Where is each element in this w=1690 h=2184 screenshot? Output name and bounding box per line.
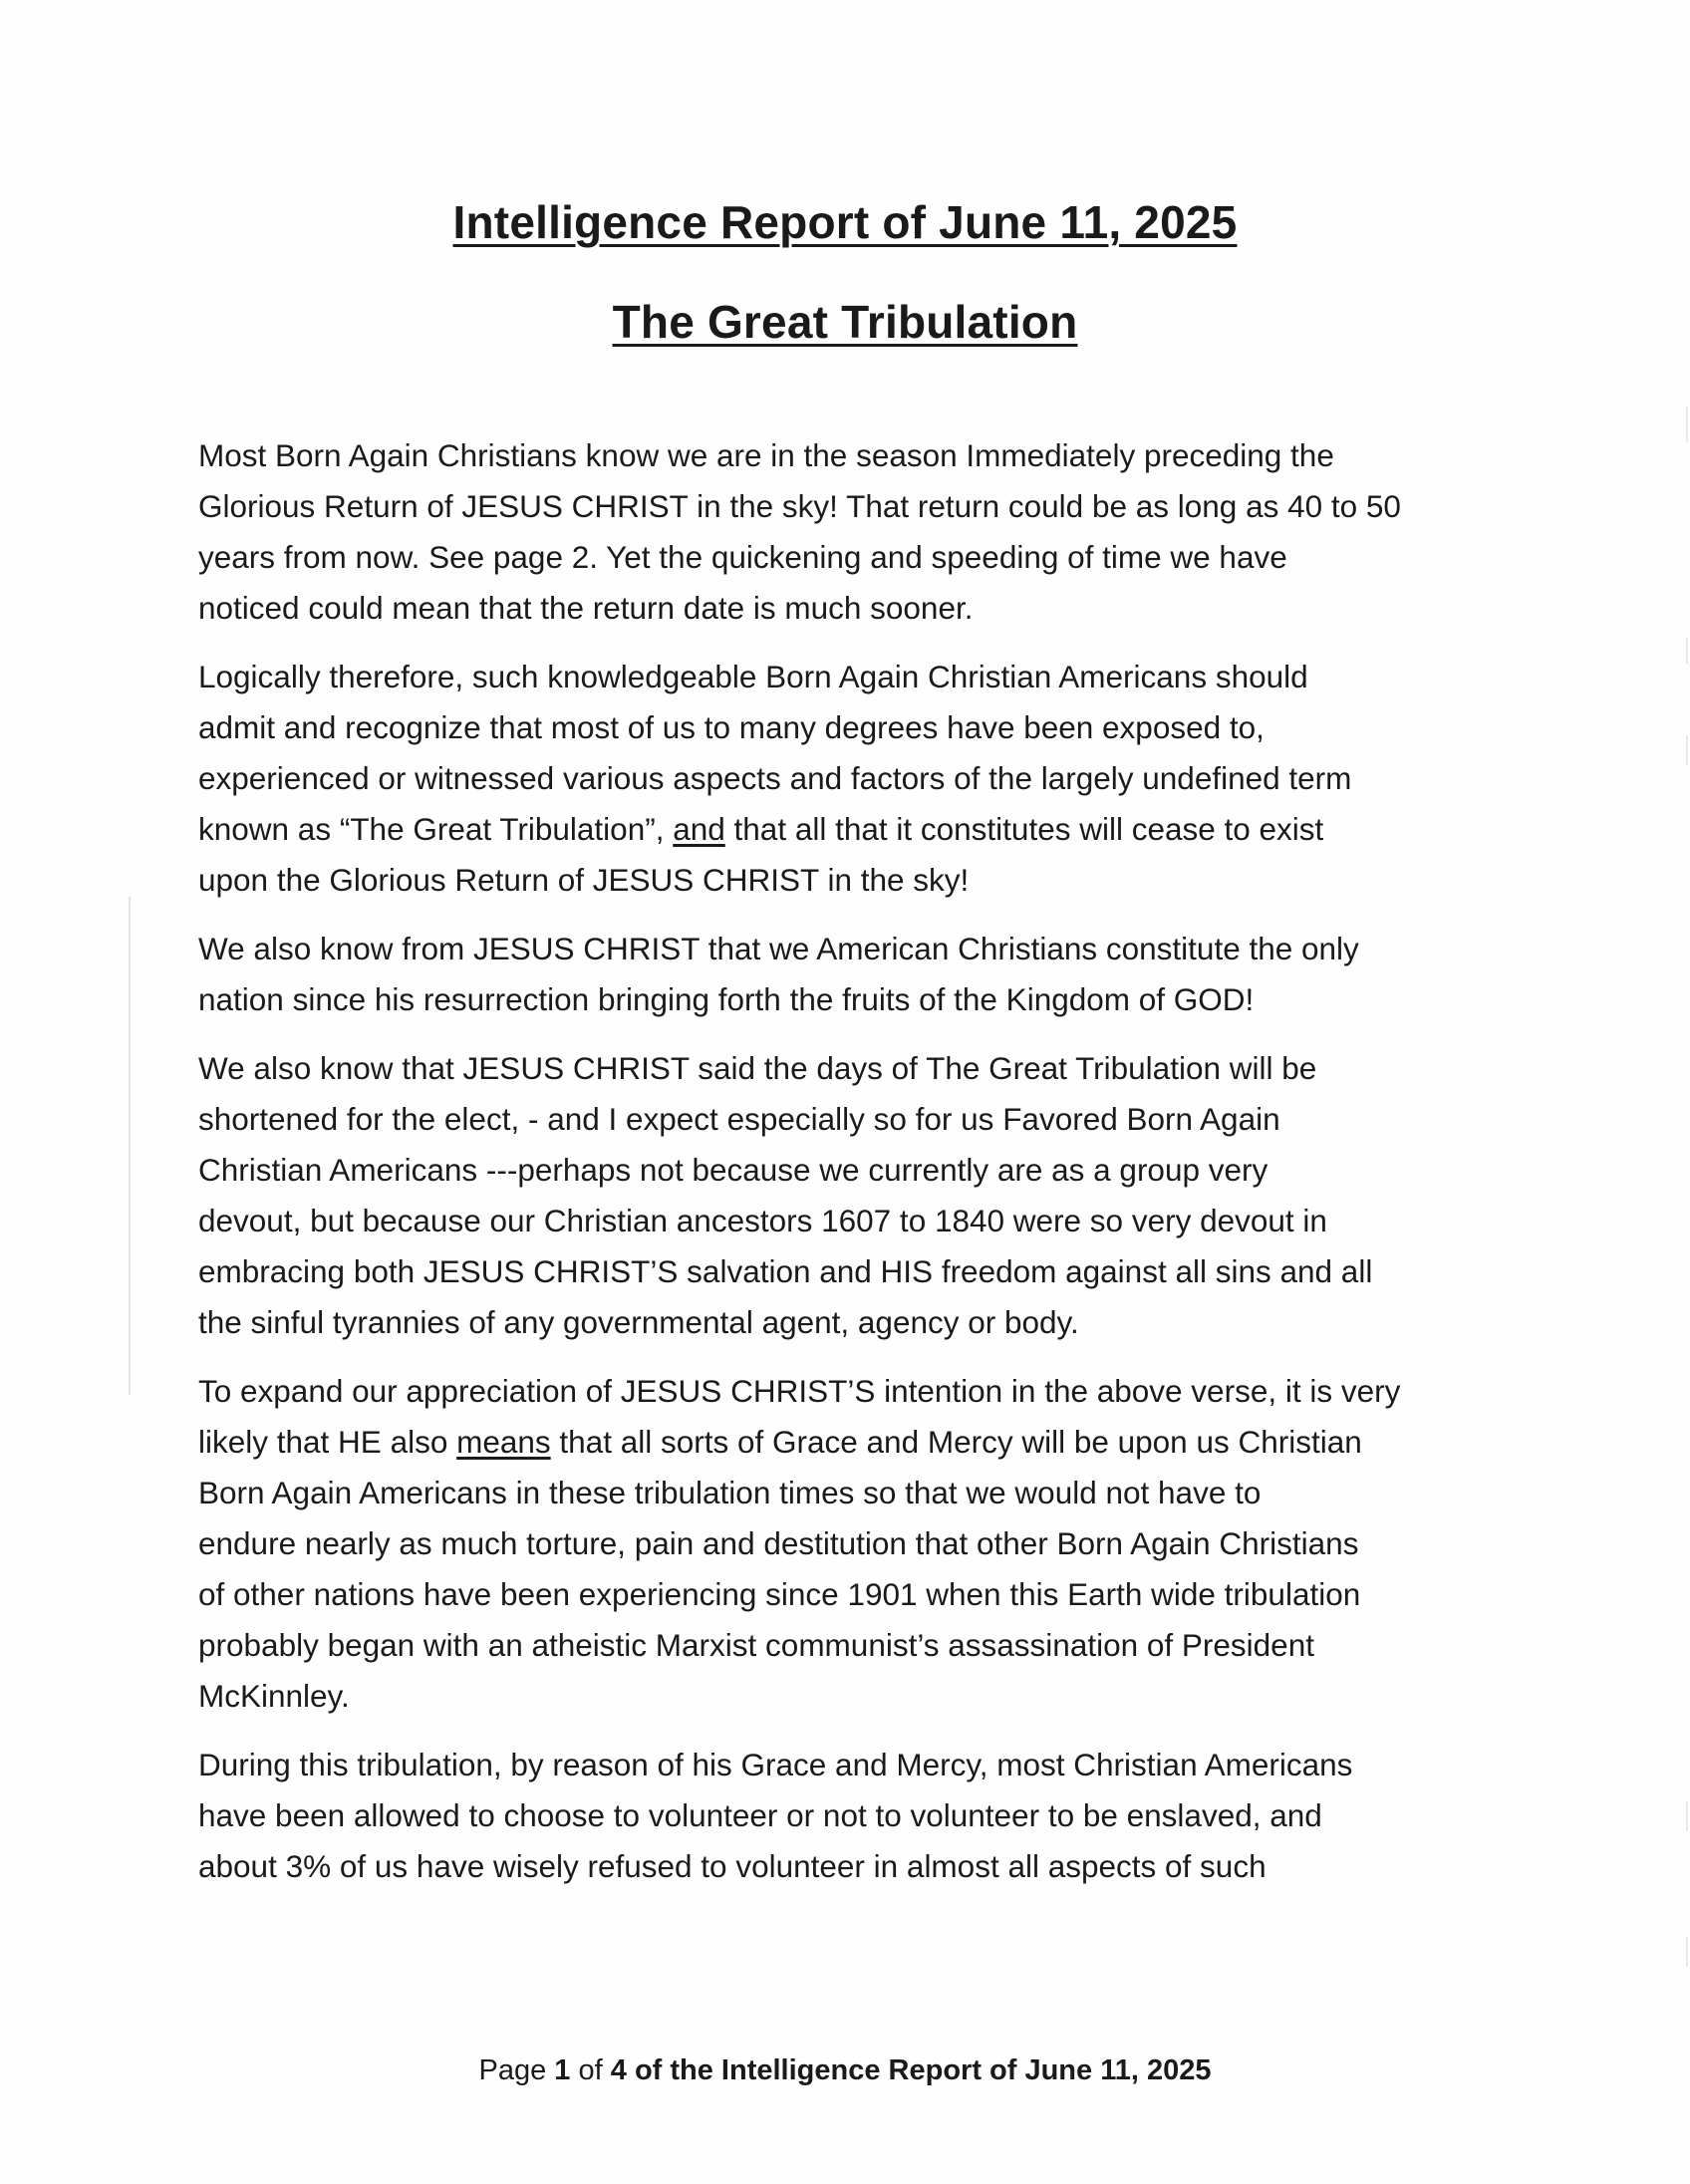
text-line [198,753,1494,804]
text-line [198,1671,1494,1722]
report-subtitle: The Great Tribulation [612,296,1078,348]
text-line [198,702,1494,753]
text-segment: experienced or witnessed various aspects and factors of the largely undefined term [198,760,1352,796]
paragraph [198,924,1494,1025]
text-line [198,1841,1494,1892]
footer-total-pages: 4 [610,2054,627,2086]
text-line [198,1790,1494,1841]
text-line [198,804,1494,855]
text-line [198,430,1494,481]
text-line [198,855,1494,906]
text-line [198,1417,1494,1468]
footer-page-number: 1 [554,2054,571,2086]
text-segment: admit and recognize that most of us to many degrees have been exposed to, [198,709,1265,745]
footer-page-word: Page [478,2054,555,2086]
text-segment: shortened for the elect, - and I expect especially so for us Favored Born Again [198,1101,1280,1137]
text-line [198,1043,1494,1094]
report-title: Intelligence Report of June 11, 2025 [452,196,1238,248]
scan-artifact-right-5 [1686,1937,1688,1967]
text-segment: that all that it constitutes will cease to exist [724,811,1324,847]
text-segment: probably began with an atheistic Marxist communist’s assassination of President [198,1627,1314,1663]
text-line [198,924,1494,974]
text-segment: that all sorts of Grace and Mercy will be upon us Christian [550,1424,1362,1460]
text-line [198,1740,1494,1790]
text-line [198,974,1494,1025]
text-segment: Logically therefore, such knowledgeable Born Again Christian Americans should [198,659,1308,694]
text-segment: We also know from JESUS CHRIST that we American Christians constitute the only [198,931,1359,966]
text-segment: We also know that JESUS CHRIST said the days of The Great Tribulation will be [198,1050,1317,1086]
text-segment: Most Born Again Christians know we are in the season Immediately preceding the [198,437,1334,473]
text-segment: about 3% of us have wisely refused to volunteer in almost all aspects of such [198,1848,1267,1884]
text-segment: devout, but because our Christian ancestors 1607 to 1840 were so very devout in [198,1203,1327,1238]
paragraph [198,1740,1494,1892]
text-segment: During this tribulation, by reason of his Grace and Mercy, most Christian Americans [198,1747,1353,1782]
text-line [198,1468,1494,1518]
paragraph [198,430,1494,634]
text-line [198,532,1494,583]
text-segment: endure nearly as much torture, pain and destitution that other Born Again Christians [198,1525,1359,1561]
text-line [198,583,1494,634]
text-segment: Born Again Americans in these tribulation times so that we would not have to [198,1475,1262,1510]
paragraph [198,1043,1494,1348]
scan-artifact-right-3 [1686,735,1688,765]
text-line [198,1145,1494,1196]
text-segment: likely that HE also [198,1424,457,1460]
footer-of-word: of [570,2054,611,2086]
scan-artifact-right-2 [1686,638,1688,664]
paragraph [198,652,1494,906]
text-line [198,1569,1494,1620]
text-line [198,1297,1494,1348]
text-segment: the sinful tyrannies of any governmental agent, agency or body. [198,1304,1079,1340]
text-segment: McKinnley. [198,1678,350,1714]
text-line [198,481,1494,532]
page-footer [0,2050,1690,2090]
footer-suffix: of the Intelligence Report of June 11, 2025 [626,2054,1212,2086]
text-line [198,1196,1494,1246]
text-line [198,1094,1494,1145]
text-segment: years from now. See page 2. Yet the quickening and speeding of time we have [198,539,1287,575]
text-line [198,1620,1494,1671]
scan-artifact-right-1 [1686,407,1688,442]
scan-artifact-right-4 [1686,1801,1688,1831]
text-segment: known as “The Great Tribulation”, [198,811,674,847]
underlined-word: means [456,1424,551,1460]
text-segment: embracing both JESUS CHRIST’S salvation and HIS freedom against all sins and all [198,1253,1373,1289]
text-segment: Glorious Return of JESUS CHRIST in the sky! That return could be as long as 40 to 50 [198,488,1401,524]
text-segment: Christian Americans ---perhaps not because we currently are as a group very [198,1152,1268,1188]
text-segment: have been allowed to choose to volunteer or not to volunteer to be enslaved, and [198,1797,1322,1833]
text-segment: nation since his resurrection bringing forth the fruits of the Kingdom of GOD! [198,981,1255,1017]
text-line [198,1518,1494,1569]
text-segment: of other nations have been experiencing since 1901 when this Earth wide tribulation [198,1576,1361,1612]
text-line [198,1246,1494,1297]
text-line [198,1366,1494,1417]
scan-artifact-left [129,897,131,1395]
paragraph [198,1366,1494,1722]
text-segment: upon the Glorious Return of JESUS CHRIST in the sky! [198,862,970,898]
underlined-word: and [673,811,725,847]
text-segment: noticed could mean that the return date is much sooner. [198,590,974,626]
text-segment: To expand our appreciation of JESUS CHRIST’S intention in the above verse, it is very [198,1373,1401,1409]
text-line [198,652,1494,702]
report-body [198,430,1494,1910]
